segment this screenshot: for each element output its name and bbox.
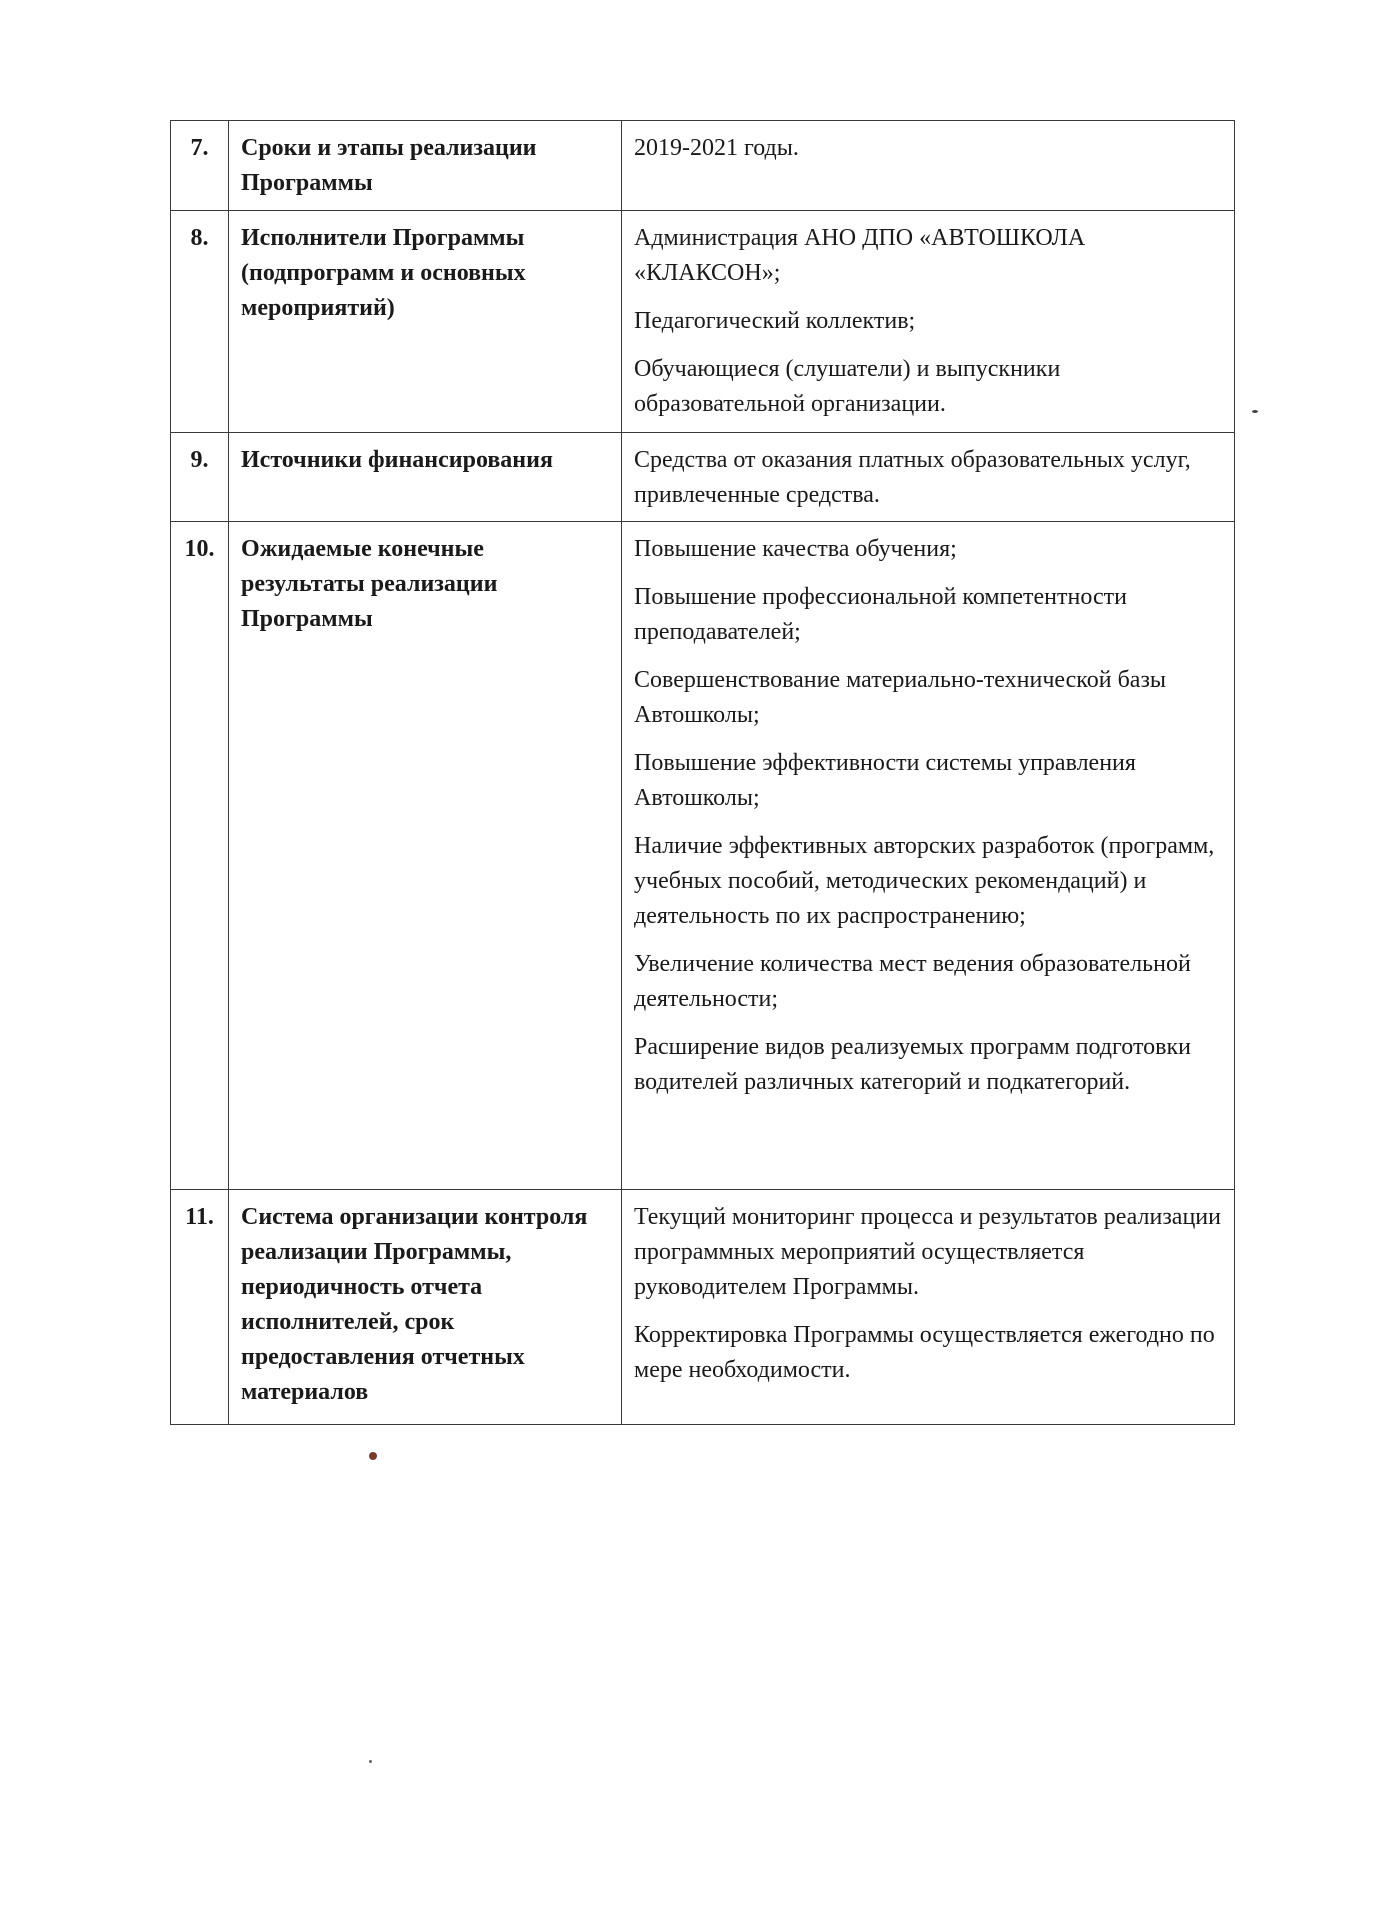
value-paragraph: Педагогический коллектив; — [634, 308, 916, 334]
row-value — [622, 121, 1235, 211]
table-row — [171, 522, 1235, 1190]
scan-speck — [369, 1452, 377, 1460]
table-row — [171, 211, 1235, 433]
program-passport-table — [170, 120, 1235, 1425]
scan-speck — [1252, 410, 1258, 413]
row-number: 7. — [171, 121, 229, 211]
row-number: 11. — [171, 1190, 229, 1425]
value-paragraph: Повышение профессиональной компетентности преподавателей; — [634, 584, 1127, 645]
value-paragraph: Средства от оказания платных образовательных услуг, привлеченные средства. — [634, 447, 1191, 508]
value-paragraph: Обучающиеся (слушатели) и выпускники образовательной организации. — [634, 356, 1061, 417]
value-paragraph: Повышение качества обучения; — [634, 536, 957, 562]
table-row — [171, 121, 1235, 211]
table-row — [171, 1190, 1235, 1425]
row-label: Сроки и этапы реализации Программы — [229, 121, 622, 211]
row-value — [622, 1190, 1235, 1425]
row-label: Ожидаемые конечные результаты реализации Программы — [229, 522, 622, 1190]
value-paragraph: 2019-2021 годы. — [634, 135, 799, 161]
value-paragraph: Администрация АНО ДПО «АВТОШКОЛА «КЛАКСОН»; — [634, 225, 1086, 286]
row-value — [622, 522, 1235, 1190]
scan-speck — [369, 1760, 372, 1763]
row-value — [622, 211, 1235, 433]
value-paragraph: Наличие эффективных авторских разработок (программ, учебных пособий, методических рекомендаций) и деятельность по их распространению; — [634, 833, 1215, 929]
row-number: 9. — [171, 433, 229, 522]
row-label: Источники финансирования — [229, 433, 622, 522]
value-paragraph: Увеличение количества мест ведения образовательной деятельности; — [634, 951, 1191, 1012]
value-paragraph: Текущий мониторинг процесса и результатов реализации программных мероприятий осуществляется руководителем Программы. — [634, 1204, 1221, 1300]
row-number: 8. — [171, 211, 229, 433]
row-value — [622, 433, 1235, 522]
table-row — [171, 433, 1235, 522]
row-label: Система организации контроля реализации Программы, периодичность отчета исполнителей, срок предоставления отчетных материалов — [229, 1190, 622, 1425]
value-paragraph: Повышение эффективности системы управления Автошколы; — [634, 750, 1136, 811]
value-paragraph: Совершенствование материально-технической базы Автошколы; — [634, 667, 1167, 728]
row-number: 10. — [171, 522, 229, 1190]
value-paragraph: Расширение видов реализуемых программ подготовки водителей различных категорий и подкатегорий. — [634, 1034, 1191, 1095]
value-paragraph: Корректировка Программы осуществляется ежегодно по мере необходимости. — [634, 1322, 1215, 1383]
row-label: Исполнители Программы (подпрограмм и основных мероприятий) — [229, 211, 622, 433]
